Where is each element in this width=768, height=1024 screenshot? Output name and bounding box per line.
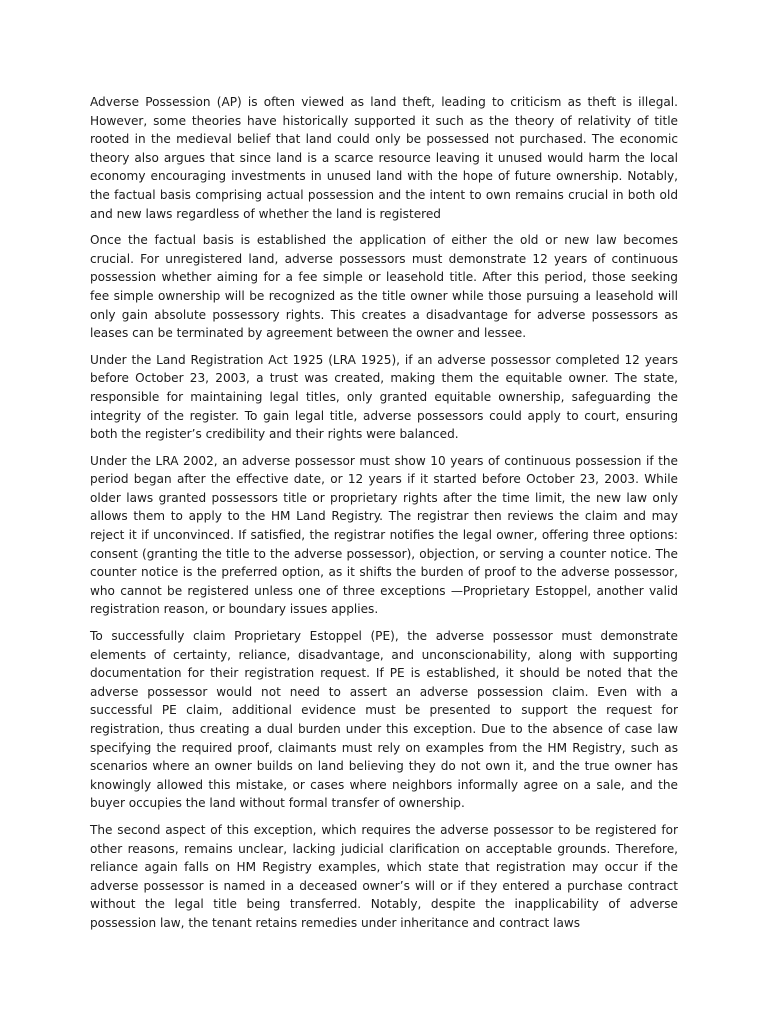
document-page [90, 93, 678, 941]
paragraph-lra-1925: Under the Land Registration Act 1925 (LRA 1925), if an adverse possessor completed 12 years before October 23, 2003, a trust was created, making them the equitable owner. The state, responsible for maintaining legal titles, only granted equitable ownership, safeguarding the integrity of the register. To gain legal title, adverse possessors could apply to court, ensuring both the register’s credibility and their rights were balanced. [90, 352, 678, 442]
paragraph-unregistered-land: Once the factual basis is established the application of either the old or new law becomes crucial. For unregistered land, adverse possessors must demonstrate 12 years of continuous possession whether aiming for a fee simple or leasehold title. After this period, those seeking fee simple ownership will be recognized as the title owner while those pursuing a leasehold will only gain absolute possessory rights. This creates a disadvantage for adverse possessors as leases can be terminated by agreement between the owner and lessee. [90, 233, 678, 341]
paragraph-proprietary-estoppel: To successfully claim Proprietary Estoppel (PE), the adverse possessor must demonstrate elements of certainty, reliance, disadvantage, and unconscionability, along with supporting documentation for their registration request. If PE is established, it should be noted that the adverse possessor would not need to assert an adverse possession claim. Even with a successful PE claim, additional evidence must be presented to support the request for registration, thus creating a dual burden under this exception. Due to the absence of case law specifying the required proof, claimants must rely on examples from the HM Registry, such as scenarios where an owner builds on land believing they do not own it, and the true owner has knowingly allowed this mistake, or cases where neighbors informally agree on a sale, and the buyer occupies the land without formal transfer of ownership. [90, 629, 678, 811]
paragraph-other-registration-reasons: The second aspect of this exception, which requires the adverse possessor to be registered for other reasons, remains unclear, lacking judicial clarification on acceptable grounds. Therefore, reliance again falls on HM Registry examples, which state that registration may occur if the adverse possessor is named in a deceased owner’s will or if they entered a purchase contract without the legal title being transferred. Notably, despite the inapplicability of adverse possession law, the tenant retains remedies under inheritance and contract laws [90, 822, 678, 930]
paragraph-intro-adverse-possession: Adverse Possession (AP) is often viewed as land theft, leading to criticism as theft is illegal. However, some theories have historically supported it such as the theory of relativity of title rooted in the medieval belief that land could only be possessed not purchased. The economic theory also argues that since land is a scarce resource leaving it unused would harm the local economy encouraging investments in unused land with the hope of future ownership. Notably, the factual basis comprising actual possession and the intent to own remains crucial in both old and new laws regardless of whether the land is registered [90, 95, 678, 221]
paragraph-lra-2002: Under the LRA 2002, an adverse possessor must show 10 years of continuous possession if the period began after the effective date, or 12 years if it started before October 23, 2003. While older laws granted possessors title or proprietary rights after the time limit, the new law only allows them to apply to the HM Land Registry. The registrar then reviews the claim and may reject it if unconvinced. If satisfied, the registrar notifies the legal owner, offering three options: consent (granting the title to the adverse possessor), objection, or serving a counter notice. The counter notice is the preferred option, as it shifts the burden of proof to the adverse possessor, who cannot be registered unless one of three exceptions —Proprietary Estoppel, another valid registration reason, or boundary issues applies. [90, 453, 678, 617]
